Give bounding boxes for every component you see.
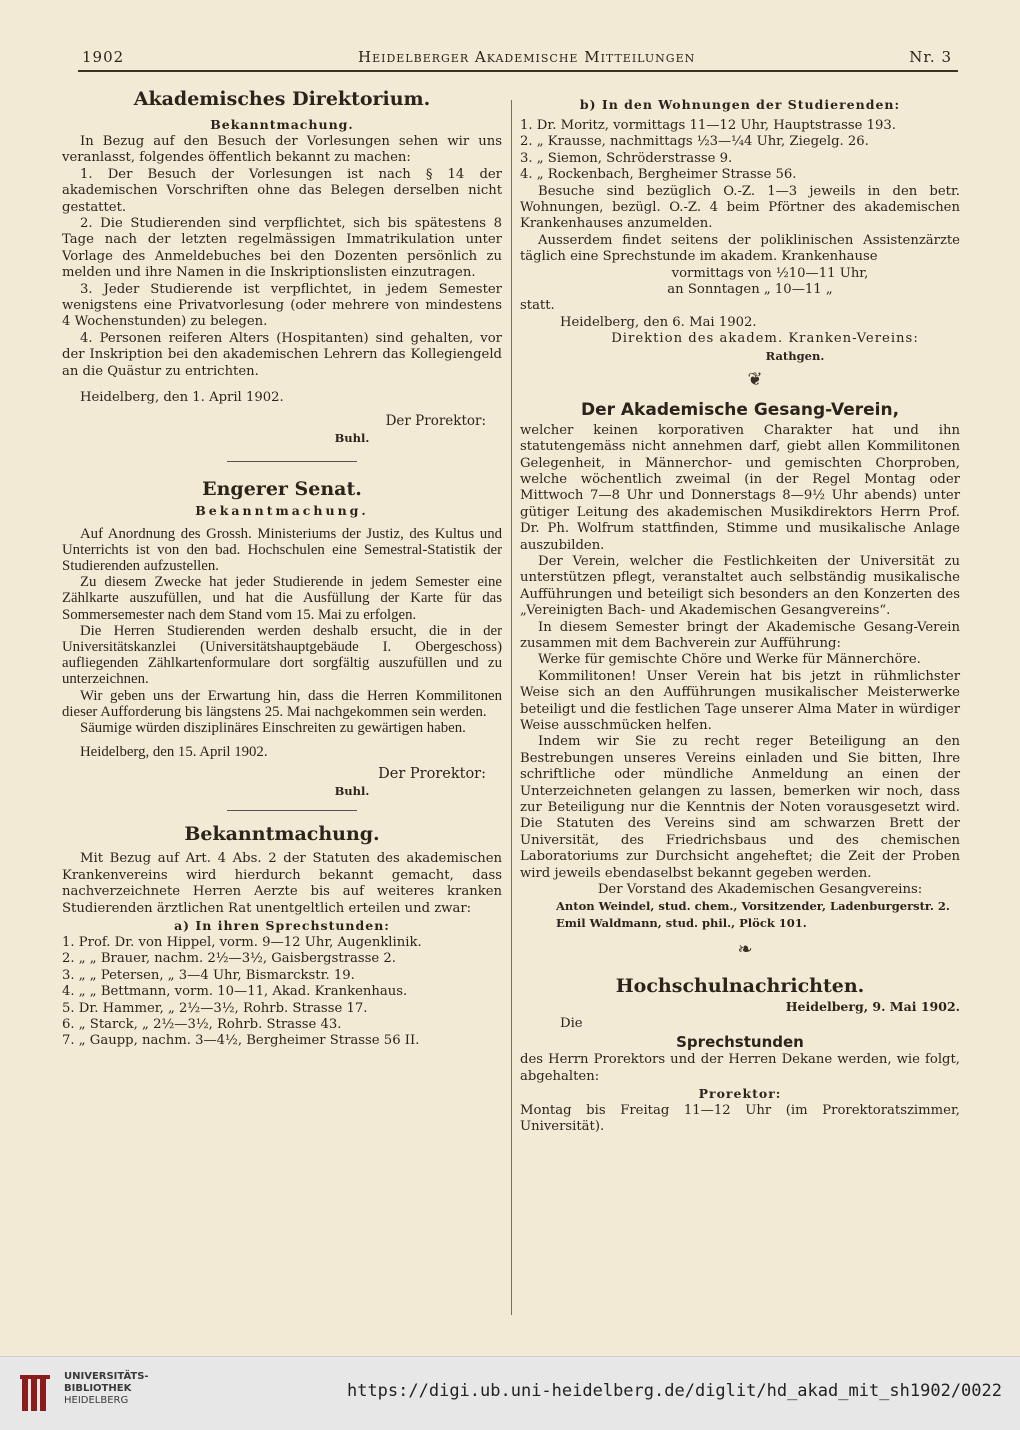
list-item: 3. „ Siemon, Schröderstrasse 9. [520, 150, 733, 166]
list-item: 1. Dr. Moritz, vormittags 11—12 Uhr, Hauptstrasse 193. [520, 118, 896, 133]
gesang-paragraph: Werke für gemischte Chöre und Werke für Männerchöre. [538, 652, 921, 668]
gesang-paragraph: In diesem Semester bringt der Akademische Gesang-Verein zusammen mit dem Bachverein zur Aufführung: [520, 619, 960, 651]
hochschul-paragraph: des Herrn Prorektors und der Herren Dekane werden, wie folgt, abgehalten: [520, 1052, 960, 1084]
list-item: 6. „ Starck, „ 2½—3½, Rohrb. Strasse 43. [62, 1017, 342, 1032]
logo-line: BIBLIOTHEK [64, 1383, 132, 1394]
hochschul-date: Heidelberg, 9. Mai 1902. [785, 999, 960, 1015]
direktorium-paragraph: 4. Personen reiferen Alters (Hospitanten) sind gehalten, vor der Inskription bei den akademischen Lehrern das Kollegiengeld an die Quästur zu entrichten. [62, 330, 502, 379]
gesang-paragraph: welcher keinen korporativen Charakter hat und ihn statutengemäss nicht annehmen darf, giebt allen Kommilitonen Gelegenheit, in Männerchor- und gemischten Chorproben, welche wöchentlich zweimal (in der Regel Montag oder Mittwoch 7—8 Uhr und Donnerstags 8—9½ Uhr abends) unter gütiger Leitung des akademischen Musikdirektors Herrn Prof. Dr. Ph. Wolfrum stattfinden, Stimme und musikalische Anlage auszubilden. [520, 422, 960, 553]
senat-paragraph: Säumige würden disziplinäres Einschreiten zu gewärtigen haben. [80, 719, 466, 736]
gesang-paragraph: Indem wir Sie zu recht reger Beteiligung an den Bestrebungen unseres Vereins einladen und Sie bitten, Ihre schriftliche oder mündliche Anmeldung an einen der Unterzeichneten gelangen zu lassen, bemerken wir noch, dass zur Beteiligung nur die Kenntnis der Noten vorausgesetzt wird. Die Statuten des Vereins sind am schwarzen Brett der Universität, des Friedrichsbaus und des chemischen Laboratoriums zur Durchsicht angeheftet; die Zeit der Proben wird jeweils ebendaselbst bekannt gegeben werden. [520, 734, 960, 881]
senat-signature: Buhl. [334, 784, 370, 799]
list-item: 3. „ „ Petersen, „ 3—4 Uhr, Bismarckstr. 19. [62, 967, 355, 983]
left-column [62, 86, 502, 1050]
wohnungen-statt: statt. [520, 298, 555, 314]
direktorium-sign: Der Prorektor: [385, 412, 486, 429]
library-logo-icon [20, 1375, 54, 1413]
direktorium-date: Heidelberg, den 1. April 1902. [80, 390, 284, 406]
wohnungen-sign: Direktion des akadem. Kranken-Vereins: [611, 331, 919, 347]
page-url-link[interactable]: https://digi.ub.uni-heidelberg.de/diglit/hd_akad_mit_sh1902/0022 [346, 1381, 1002, 1401]
senat-title: Engerer Senat. [202, 477, 362, 500]
section-rule [227, 810, 357, 811]
logo-line: HEIDELBERG [64, 1395, 129, 1406]
library-logo-text [64, 1371, 149, 1407]
hochschul-prorektor: Prorektor: [698, 1085, 782, 1101]
senat-paragraph: Zu diesem Zwecke hat jeder Studierende in jedem Semester eine Zählkarte auszufüllen, und hat die Ausfüllung der Karte für das Sommersemester nach dem Stand vom 15. Mai zu erfolgen. [62, 574, 502, 623]
page-header [78, 44, 958, 72]
senat-paragraph: Die Herren Studierenden werden deshalb ersucht, die in der Universitätskanzlei (Universitätshauptgebäude I. Obergeschoss) aufliegenden Zählkartenformulare dort sorgfältig auszufüllen und zu unterzeichnen. [62, 622, 502, 688]
viewer-footer [0, 1356, 1020, 1430]
wohnungen-time: an Sonntagen „ 10—11 „ [667, 282, 833, 298]
senat-subtitle: Bekanntmachung. [195, 502, 369, 518]
list-item: 4. „ „ Bettmann, vorm. 10—11, Akad. Krankenhaus. [62, 984, 408, 1000]
home-visit-list [520, 118, 960, 184]
gesang-signatory: Emil Waldmann, stud. phil., Plöck 101. [556, 915, 807, 930]
direktorium-paragraph: In Bezug auf den Besuch der Vorlesungen sehen wir uns veranlasst, folgendes öffentlich bekannt zu machen: [62, 134, 502, 166]
senat-sign: Der Prorektor: [378, 766, 486, 783]
section-rule [227, 461, 357, 462]
doctor-list [62, 935, 502, 1050]
list-item: 2. „ Krausse, nachmittags ½3—¼4 Uhr, Ziegelg. 26. [520, 134, 869, 150]
direktorium-subtitle: Bekanntmachung. [210, 117, 354, 132]
senat-paragraph: Wir geben uns der Erwartung hin, dass die Herren Kommilitonen dieser Aufforderung bis längstens 25. Mai nachgekommen sein werden. [62, 687, 502, 720]
list-item: 5. Dr. Hammer, „ 2½—3½, Rohrb. Strasse 17. [62, 1000, 368, 1016]
gesang-paragraph: Der Verein, welcher die Festlichkeiten der Universität zu unterstützen pflegt, veranstaltet auch selbständig musikalische Aufführungen und beteiligt sich besonders an den Konzerten des „Vereinigten Bach- und Akademischen Gesangvereins“. [520, 553, 960, 619]
senat-paragraph: Auf Anordnung des Grossh. Ministeriums der Justiz, des Kultus und Unterrichts ist von den bad. Hochschulen eine Semestral-Statistik der Studierenden aufzustellen. [62, 525, 502, 574]
gesang-sign: Der Vorstand des Akademischen Gesangvereins: [597, 882, 923, 898]
right-column [520, 96, 960, 1136]
bekannt-paragraph: Mit Bezug auf Art. 4 Abs. 2 der Statuten des akademischen Krankenvereins wird hierdurch bekannt gemacht, dass nachverzeichnete Herren Aerzte bis auf weiteres kranken Studierenden ärztlichen Rat unentgeltlich erteilen und zwar: [62, 851, 502, 916]
wohnungen-time: vormittags von ½10—11 Uhr, [671, 265, 869, 281]
wohnungen-subhead: b) In den Wohnungen der Studierenden: [579, 97, 901, 112]
gesang-signatory: Anton Weindel, stud. chem., Vorsitzender, Ladenburgerstr. 2. [556, 899, 950, 914]
hochschul-die: Die [560, 1015, 583, 1031]
header-title: Heidelberger Akademische Mitteilungen [358, 48, 696, 66]
wohnungen-signature: Rathgen. [765, 348, 825, 363]
ornament-icon: ❦ [747, 368, 763, 390]
wohnungen-date: Heidelberg, den 6. Mai 1902. [560, 314, 757, 330]
direktorium-signature: Buhl. [334, 430, 370, 445]
wohnungen-paragraph: Ausserdem findet seitens der poliklinischen Assistenzärzte täglich eine Sprechstunde im akadem. Krankenhause [520, 232, 960, 265]
gesang-paragraph: Kommilitonen! Unser Verein hat bis jetzt in rühmlichster Weise sich an den Aufführungen musikalischer Meisterwerke beteiligt und die festlichen Tage unserer Alma Mater in würdiger Weise ausschmücken helfen. [520, 668, 960, 733]
direktorium-paragraph: 2. Die Studierenden sind verpflichtet, sich bis spätestens 8 Tage nach der letzten regelmässigen Immatrikulation unter Vorlage des Anmeldebuches bei den Dozenten persönlich zu melden und ihre Namen in die Inskriptionslisten einzutragen. [62, 216, 502, 281]
list-item: 4. „ Rockenbach, Bergheimer Strasse 56. [520, 167, 797, 183]
hochschul-sprech: Sprechstunden [676, 1033, 804, 1052]
header-year: 1902 [82, 48, 125, 66]
hochschul-title: Hochschulnachrichten. [615, 975, 865, 998]
senat-date: Heidelberg, den 15. April 1902. [80, 744, 268, 761]
ornament-icon: ❧ [737, 939, 753, 961]
wohnungen-paragraph: Besuche sind bezüglich O.-Z. 1—3 jeweils in den betr. Wohnungen, bezügl. O.-Z. 4 beim Pförtner des akademischen Krankenhauses anzumelden. [520, 183, 960, 232]
direktorium-paragraph: 1. Der Besuch der Vorlesungen ist nach § 14 der akademischen Vorschriften ohne das Belegen derselben nicht gestattet. [62, 166, 502, 215]
column-divider [511, 100, 512, 1315]
bekannt-subhead: a) In ihren Sprechstunden: [174, 917, 390, 933]
direktorium-paragraph: 3. Jeder Studierende ist verpflichtet, in jedem Semester wenigstens eine Privatvorlesung (oder mehrere von mindestens 4 Wochenstunden) zu belegen. [62, 281, 502, 330]
header-number: Nr. 3 [909, 48, 952, 66]
gesang-title: Der Akademische Gesang-Verein, [580, 399, 900, 420]
direktorium-title: Akademisches Direktorium. [133, 88, 431, 110]
list-item: 1. Prof. Dr. von Hippel, vorm. 9—12 Uhr, Augenklinik. [62, 934, 422, 950]
list-item: 2. „ „ Brauer, nachm. 2½—3½, Gaisbergstrasse 2. [62, 951, 396, 967]
bekannt-title: Bekanntmachung. [184, 823, 380, 846]
list-item: 7. „ Gaupp, nachm. 3—4½, Bergheimer Strasse 56 II. [62, 1033, 420, 1049]
hochschul-paragraph: Montag bis Freitag 11—12 Uhr (im Prorektoratszimmer, Universität). [520, 1102, 960, 1135]
logo-line: UNIVERSITÄTS- [64, 1371, 149, 1382]
